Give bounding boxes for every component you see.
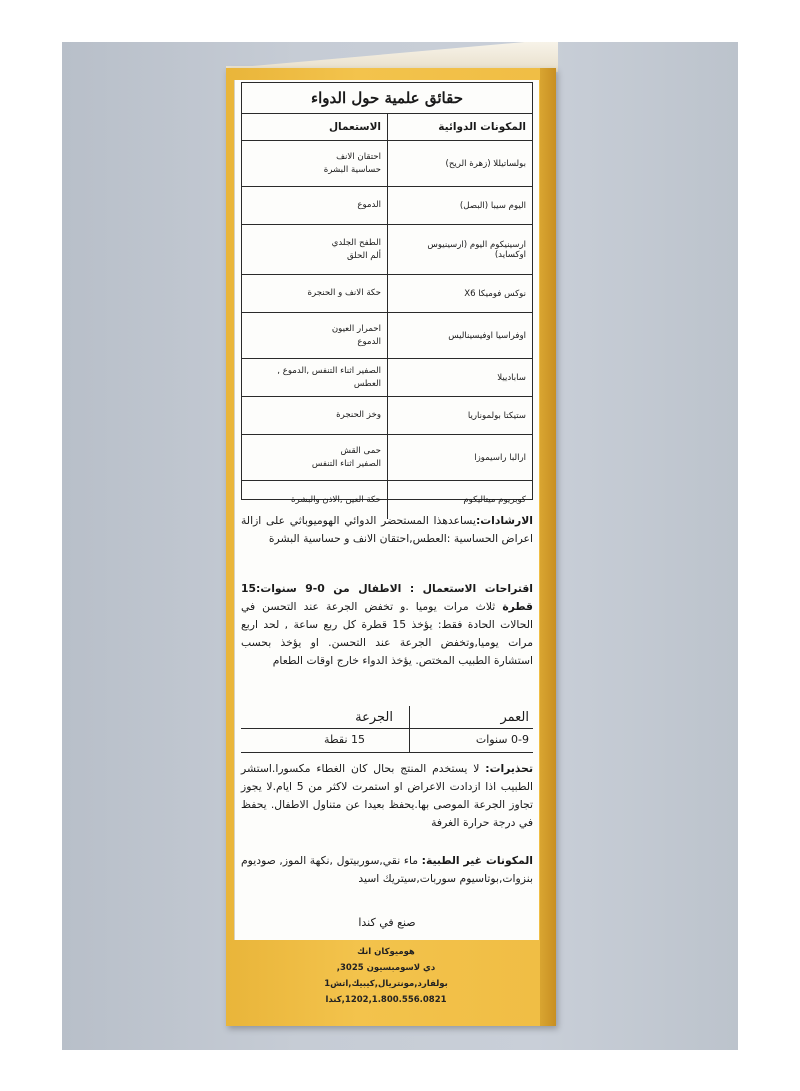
ingredient-cell: اليوم سيبا (البصل): [387, 187, 532, 224]
directions-text: يساعدهذا المستحضر الدوائي الهوميوباثي على ازالة اعراض الحساسية :العطس,احتقان الانف و حساسية البشرة: [241, 514, 533, 545]
warnings-text: لا يستخدم المنتج بحال كان الغطاء مكسورا.استشر الطبيب اذا ازدادت الاعراض او استمرت لاكثر من 5 ايام.لا يجوز تجاوز الجرعة الموصى بها.يحفظ بعيدا عن متناول الاطفال. يحفظ في درجة حرارة الغرفة: [241, 762, 534, 829]
address-line-2: دي لاسومبسيون 3025,: [336, 963, 436, 973]
facts-row: [242, 313, 532, 359]
facts-row: [242, 435, 532, 481]
manufacturer-address: [240, 944, 532, 1008]
use-line-1: الطفح الجلدي: [331, 237, 381, 248]
inactive-label: المكونات غير الطبية:: [421, 854, 533, 867]
inactive-ingredients-paragraph: [241, 852, 533, 888]
scientific-facts-table: [241, 82, 533, 505]
use-line-1: حكة العين ,الاذن والبشرة: [291, 494, 381, 505]
use-cell: [242, 187, 387, 224]
use-line-2: ألم الحلق: [346, 250, 381, 261]
address-line-4: 1202,1.800.556.0821,كندا: [325, 995, 447, 1005]
use-cell: [242, 313, 387, 358]
use-line-1: وخز الحنجرة: [336, 410, 381, 420]
facts-rows: [242, 141, 532, 519]
facts-header-row: [242, 114, 532, 141]
facts-row: [242, 187, 532, 225]
box-label: [234, 80, 539, 940]
suggestions-paragraph: [241, 580, 533, 670]
use-line-2: حساسية البشرة: [323, 164, 381, 175]
ingredient-cell: اوفراسيا اوفيسيناليس: [387, 313, 532, 358]
ingredient-cell: ارسينيكوم اليوم (ارسينيوس اوكسايد): [387, 225, 532, 274]
use-line-1: احمرار العيون: [331, 323, 381, 334]
ingredient-cell: نوكس فوميكا X6: [387, 275, 532, 312]
use-cell: [242, 225, 387, 274]
use-line-1: حمى القش: [340, 445, 381, 456]
ingredient-cell: ارالبا راسيموزا: [387, 435, 532, 480]
directions-paragraph: [241, 512, 533, 548]
use-line-1: الصفير اثناء التنفس ,الدموع , العطس: [277, 365, 381, 389]
ingredient-cell: كوبريوم ميتاليكوم: [387, 481, 532, 519]
age-value: 0-9 سنوات: [475, 733, 529, 746]
dosage-table: [241, 706, 533, 753]
age-header: العمر: [500, 710, 529, 725]
inactive-text: ماء نقي,سوربيتول ,نكهة الموز, صوديوم بنزوات,بوتاسيوم سوربات,سيتريك اسيد: [241, 854, 533, 885]
facts-row: [242, 359, 532, 397]
ingredient-cell: بولساتيللا (زهرة الريح): [387, 141, 532, 186]
use-line-1: احتقان الانف: [336, 151, 381, 162]
made-in-canada: صنع في كندا: [358, 916, 416, 929]
use-cell: [242, 435, 387, 480]
dose-value: 15 نقطة: [323, 733, 365, 746]
dose-header: الجرعة: [355, 710, 393, 725]
use-line-2: الدموع: [357, 336, 381, 347]
use-line-1: الدموع: [357, 200, 381, 210]
use-cell: [242, 359, 387, 396]
ingredient-cell: ستيكتا بولموناريا: [387, 397, 532, 434]
use-line-2: الصفير اثناء التنفس: [311, 458, 381, 469]
ingredients-column-header: المكونات الدوائية: [387, 114, 532, 140]
facts-row: [242, 397, 532, 435]
suggestions-text: ثلاث مرات يوميا .و تخفض الجرعة عند التحسن في الحالات الحادة فقط: يؤخذ 15 قطرة كل ربع ساعة , لحد اربع مرات يوميا,وتخفض الجرعة عند التحسن. او يؤخذ بحسب استشارة الطبيب المختص. يؤخذ الدواء خارج اوقات الطعام: [241, 600, 533, 667]
address-line-3: بولفارد,مونتريال,كيبيك,اتش1: [324, 979, 448, 989]
facts-title: حقائق علمية حول الدواء: [242, 83, 532, 114]
address-line-1: هوميوكان انك: [357, 947, 415, 957]
directions-label: الارشادات:: [475, 514, 533, 527]
box-side-edge: [540, 68, 556, 1026]
use-cell: [242, 141, 387, 186]
use-cell: [242, 397, 387, 434]
use-cell: [242, 275, 387, 312]
use-column-header: الاستعمال: [328, 121, 381, 133]
facts-row: [242, 225, 532, 275]
facts-row: [242, 275, 532, 313]
warnings-label: تحذيرات:: [485, 762, 533, 775]
suggestions-label: اقتراحات الاستعمال : الاطفال من 0-9 سنوات:15 قطرة: [241, 582, 534, 613]
warnings-paragraph: [241, 760, 533, 832]
ingredient-cell: سابادييلا: [387, 359, 532, 396]
use-line-1: حكة الانف و الحنجرة: [307, 288, 381, 298]
facts-row: [242, 141, 532, 187]
